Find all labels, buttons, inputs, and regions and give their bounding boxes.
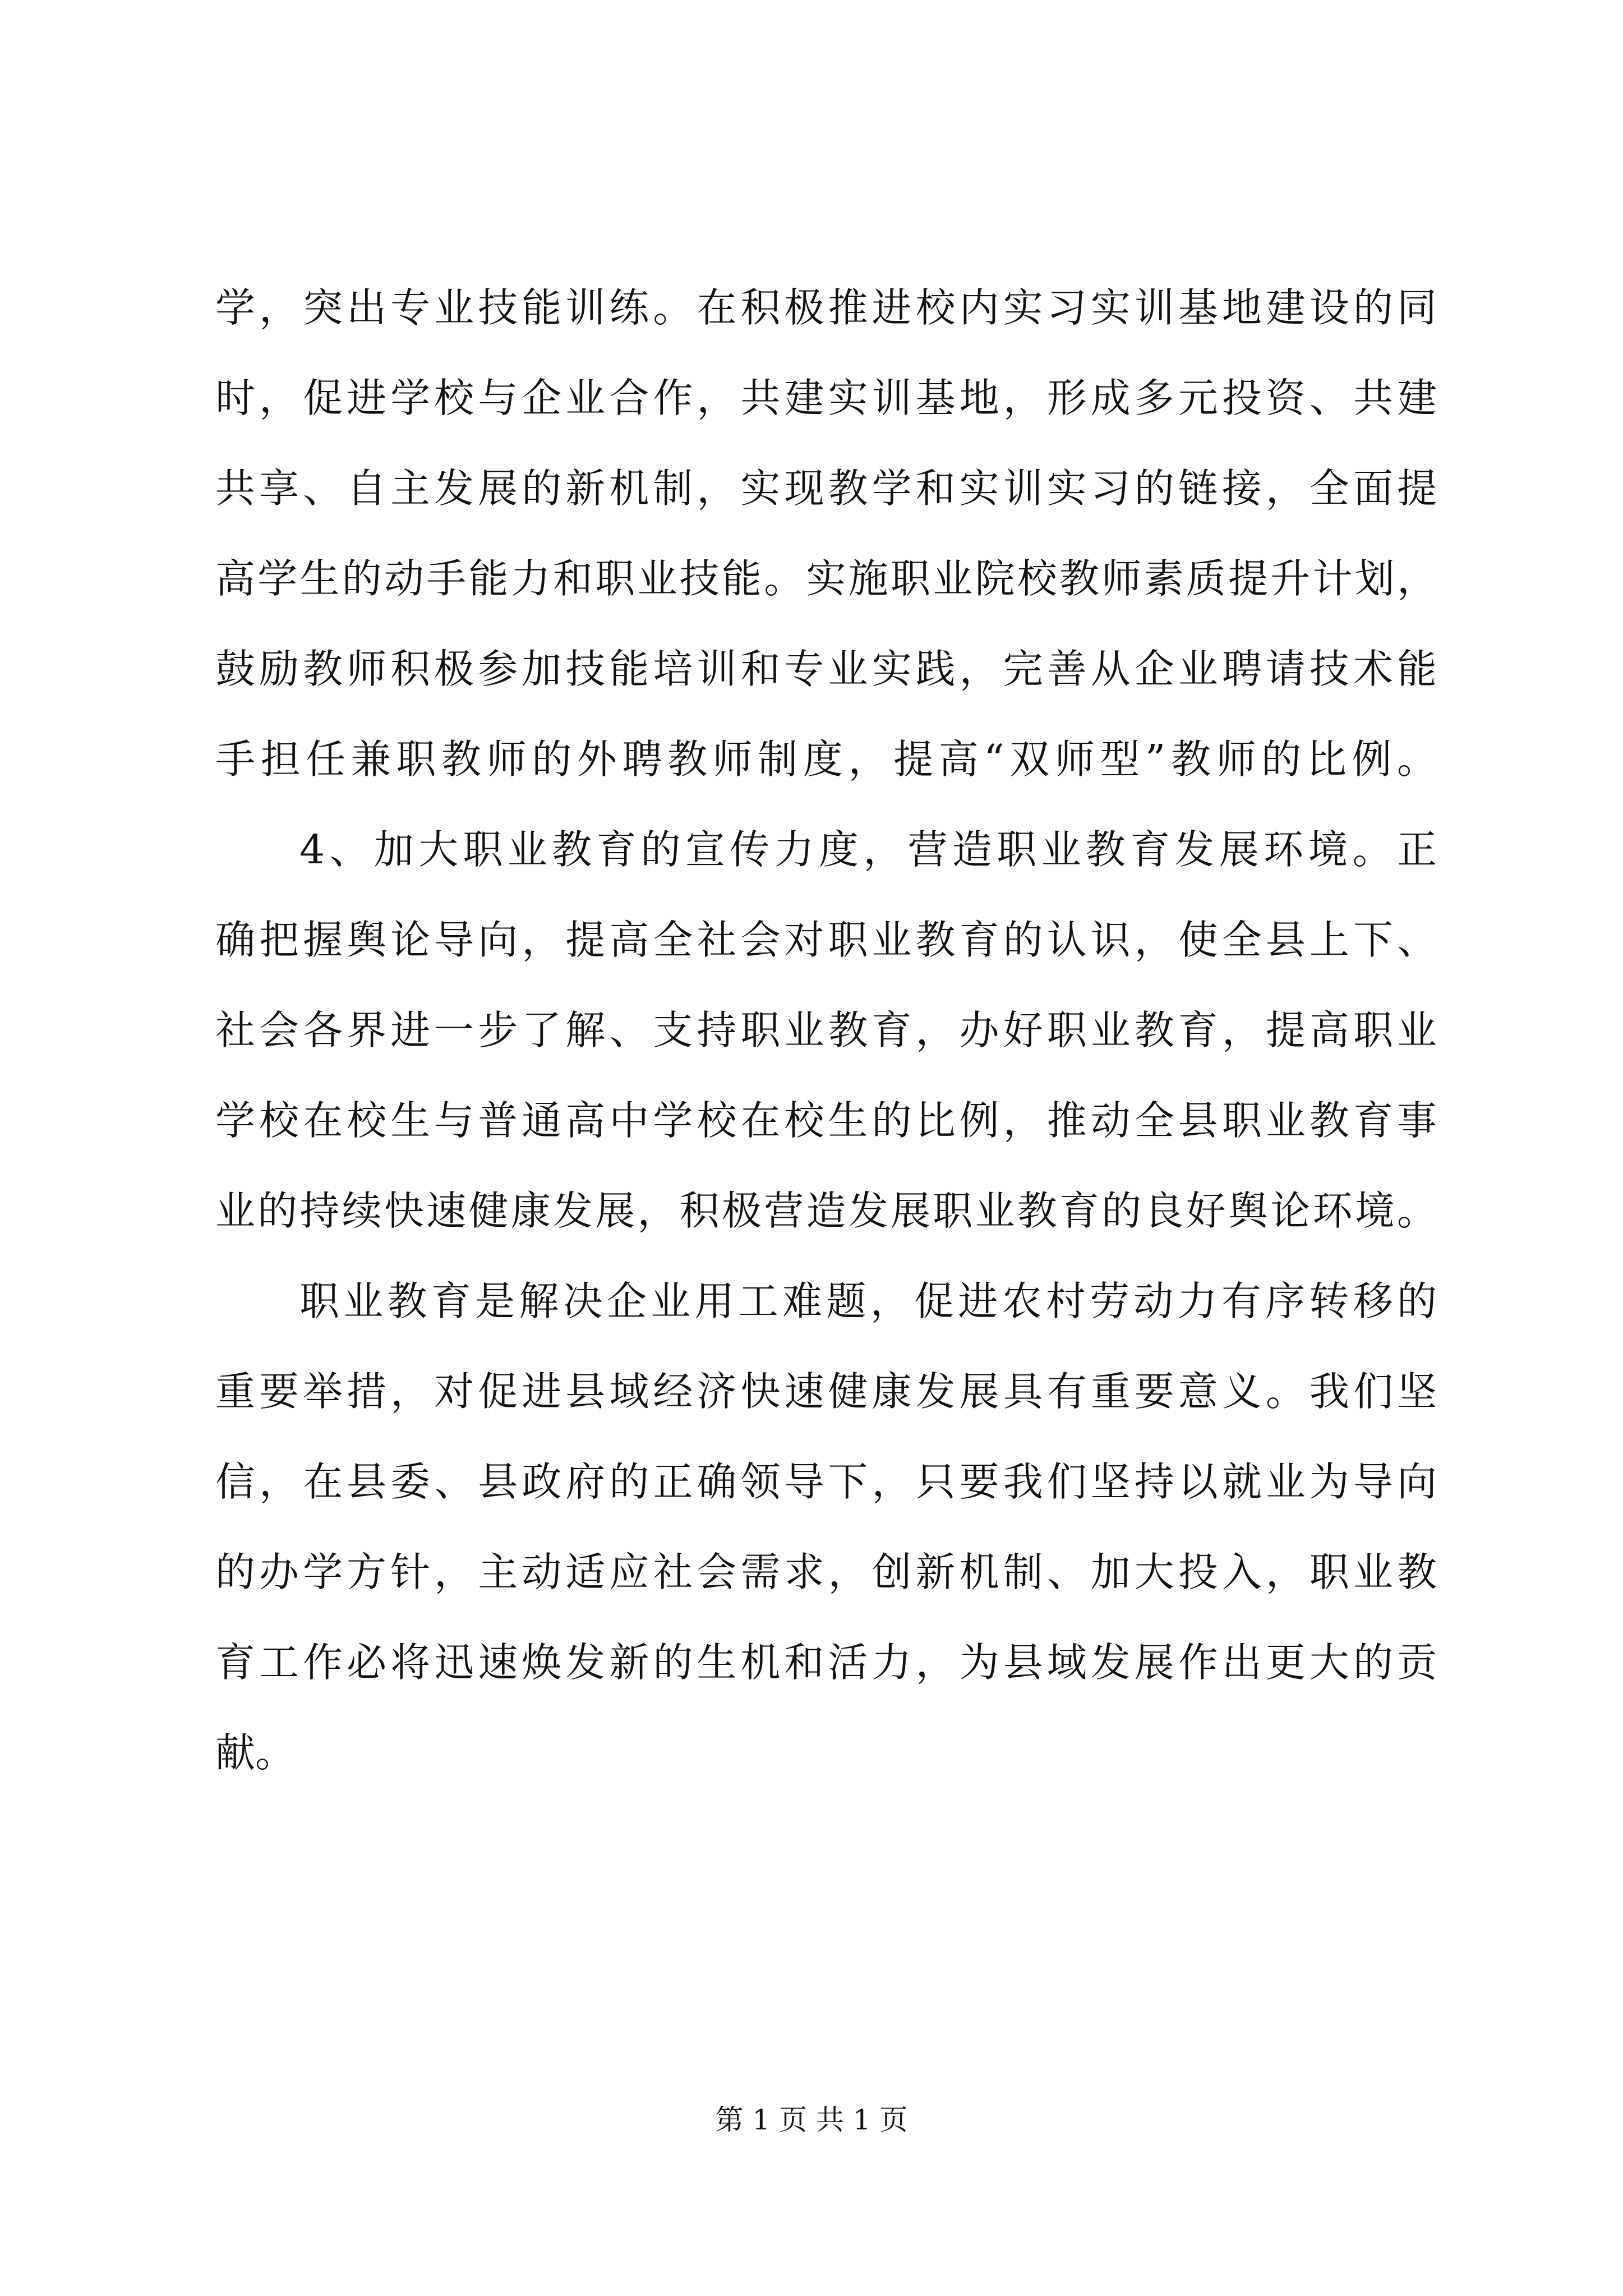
- text-line: 4、加大职业教育的宣传力度，营造职业教育发展环境。正: [299, 826, 1437, 873]
- document-body: [215, 263, 1437, 1798]
- text-line: 确把握舆论导向，提高全社会对职业教育的认识，使全县上下、: [215, 917, 1437, 963]
- text-line: 育工作必将迅速焕发新的生机和活力，为县域发展作出更大的贡: [215, 1639, 1437, 1686]
- paragraph-2: [215, 804, 1437, 1256]
- text-line: 高学生的动手能力和职业技能。实施职业院校教师素质提升计划，: [215, 555, 1437, 602]
- text-line: 学，突出专业技能训练。在积极推进校内实习实训基地建设的同: [215, 284, 1437, 331]
- text-line: 鼓励教师积极参加技能培训和专业实践，完善从企业聘请技术能: [215, 646, 1437, 692]
- page-number-footer: 第 1 页 共 1 页: [715, 2104, 908, 2136]
- text-line: 信，在县委、县政府的正确领导下，只要我们坚持以就业为导向: [215, 1458, 1437, 1505]
- text-line: 社会各界进一步了解、支持职业教育，办好职业教育，提高职业: [215, 1007, 1437, 1053]
- text-line: 重要举措，对促进县域经济快速健康发展具有重要意义。我们坚: [215, 1368, 1437, 1415]
- text-line: 时，促进学校与企业合作，共建实训基地，形成多元投资、共建: [215, 375, 1437, 421]
- text-line: 学校在校生与普通高中学校在校生的比例，推动全县职业教育事: [215, 1097, 1437, 1144]
- text-line: 共享、自主发展的新机制，实现教学和实训实习的链接，全面提: [215, 465, 1437, 512]
- paragraph-3: [215, 1256, 1437, 1798]
- text-line: 职业教育是解决企业用工难题，促进农村劳动力有序转移的: [299, 1278, 1437, 1324]
- text-line: 的办学方针，主动适应社会需求，创新机制、加大投入，职业教: [215, 1549, 1437, 1595]
- paragraph-1: [215, 263, 1437, 804]
- text-line: 手担任兼职教师的外聘教师制度，提高“双师型”教师的比例。: [215, 736, 1437, 783]
- text-line: 献。: [215, 1729, 296, 1776]
- text-line: 业的持续快速健康发展，积极营造发展职业教育的良好舆论环境。: [215, 1188, 1437, 1234]
